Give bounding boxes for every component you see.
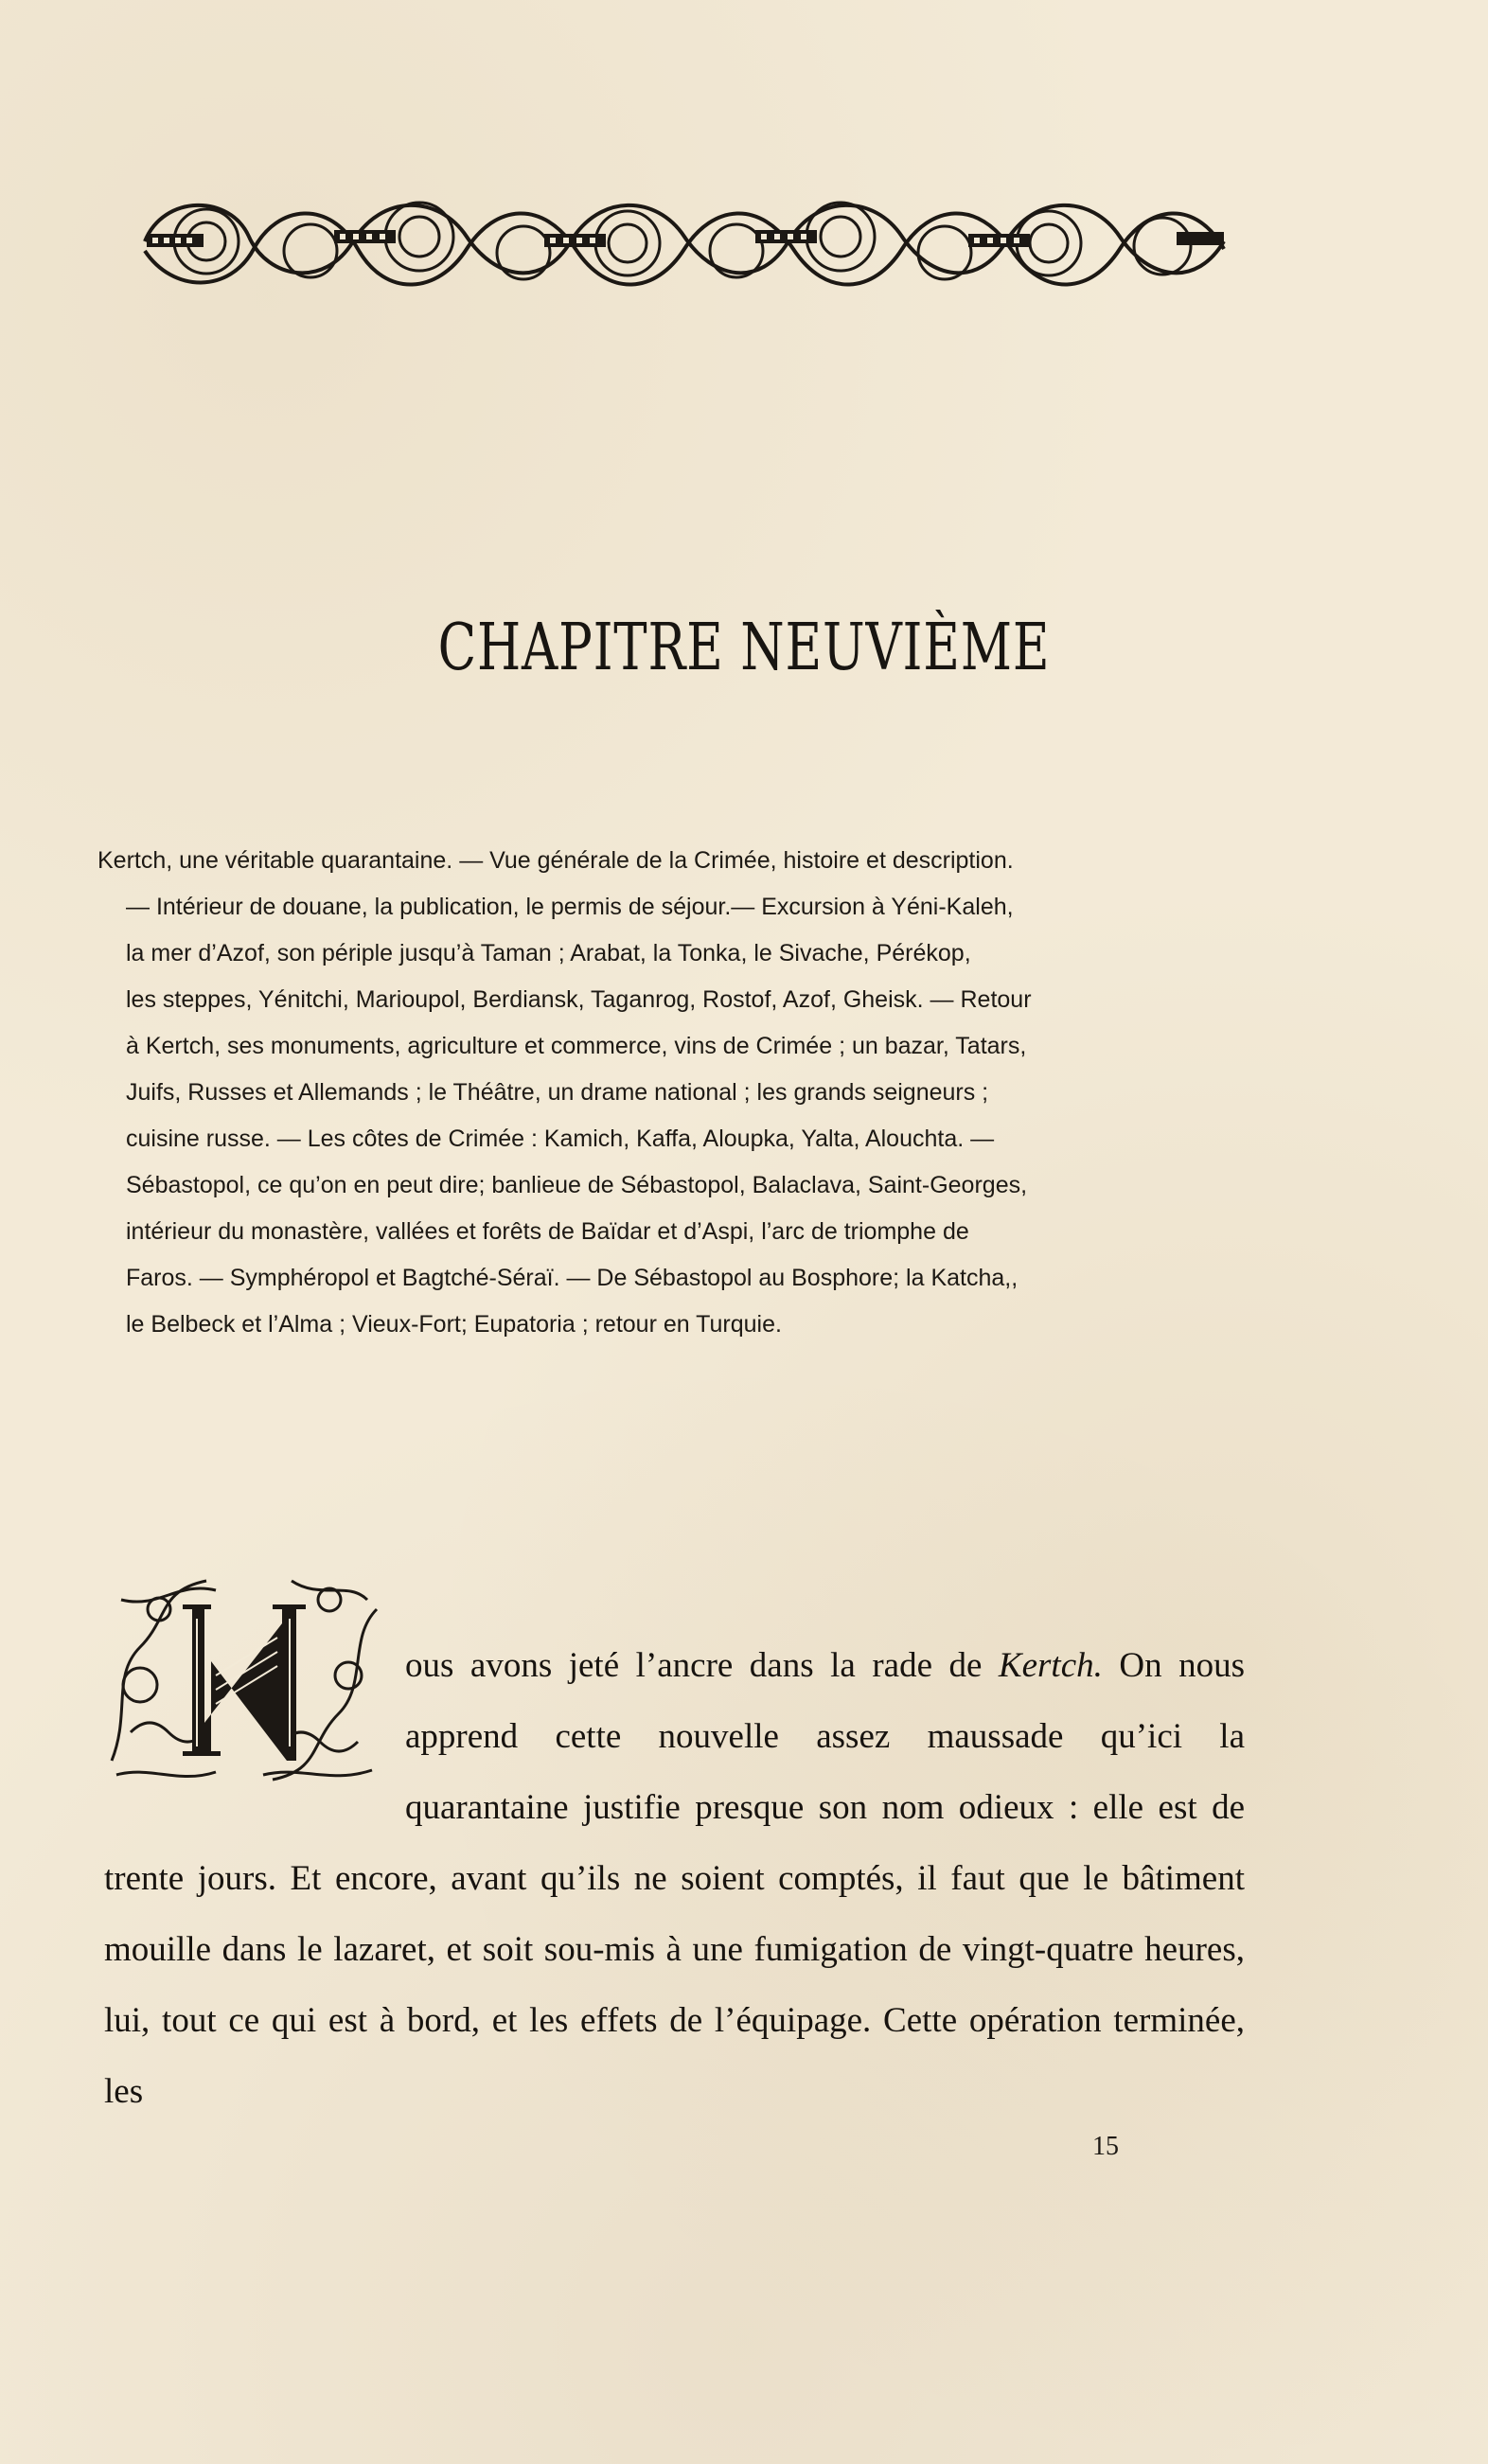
body-text: [104, 1630, 1245, 2127]
summary-line: les steppes, Yénitchi, Marioupol, Berdiansk, Taganrog, Rostof, Azof, Gheisk. — Retour: [126, 986, 1032, 1013]
body-rest: On nous apprend cette nouvelle assez maussade qu’ici la quarantaine justifie presque son nom odieux : elle est de trente jours. Et encore, avant qu’ils ne soient comptés, il faut que le bâtiment mouille dans le lazaret, et soit sou-mis à une fumigation de vingt-quatre heures, lui, tout ce qui est à bord, et les effets de l’équipage. Cette opération terminée, les: [104, 1646, 1245, 2111]
summary-line: le Belbeck et l’Alma ; Vieux-Fort; Eupatoria ; retour en Turquie.: [126, 1311, 782, 1338]
page-number: 15: [1092, 2132, 1119, 2161]
ornamental-band: [135, 185, 1233, 298]
place-name: Kertch.: [998, 1646, 1103, 1685]
summary-line: Sébastopol, ce qu’on en peut dire; banlieue de Sébastopol, Balaclava, Saint-Georges,: [126, 1172, 1028, 1198]
summary-line: — Intérieur de douane, la publication, le permis de séjour.— Excursion à Yéni-Kaleh,: [126, 894, 1014, 920]
summary-line: Faros. — Symphéropol et Bagtché-Séraï. — De Sébastopol au Bosphore; la Katcha,,: [126, 1265, 1019, 1291]
summary-line: Juifs, Russes et Allemands ; le Théâtre, un drame national ; les grands seigneurs ;: [126, 1079, 989, 1106]
chapter-title: CHAPITRE NEUVIÈME: [437, 611, 1051, 685]
chapter-summary: [97, 838, 1246, 1348]
summary-line: Kertch, une véritable quarantaine. — Vue générale de la Crimée, histoire et description.: [97, 847, 1014, 874]
dropcap-ornament: [102, 1571, 386, 1787]
summary-line: cuisine russe. — Les côtes de Crimée : Kamich, Kaffa, Aloupka, Yalta, Alouchta. —: [126, 1126, 995, 1152]
summary-line: à Kertch, ses monuments, agriculture et commerce, vins de Crimée ; un bazar, Tatars,: [126, 1033, 1027, 1059]
summary-line: intérieur du monastère, vallées et forêts de Baïdar et d’Aspi, l’arc de triomphe de: [126, 1218, 969, 1245]
summary-line: la mer d’Azof, son périple jusqu’à Taman ; Arabat, la Tonka, le Sivache, Pérékop,: [126, 940, 971, 966]
body-lead: ous avons jeté l’ancre dans la rade de: [405, 1646, 999, 1685]
